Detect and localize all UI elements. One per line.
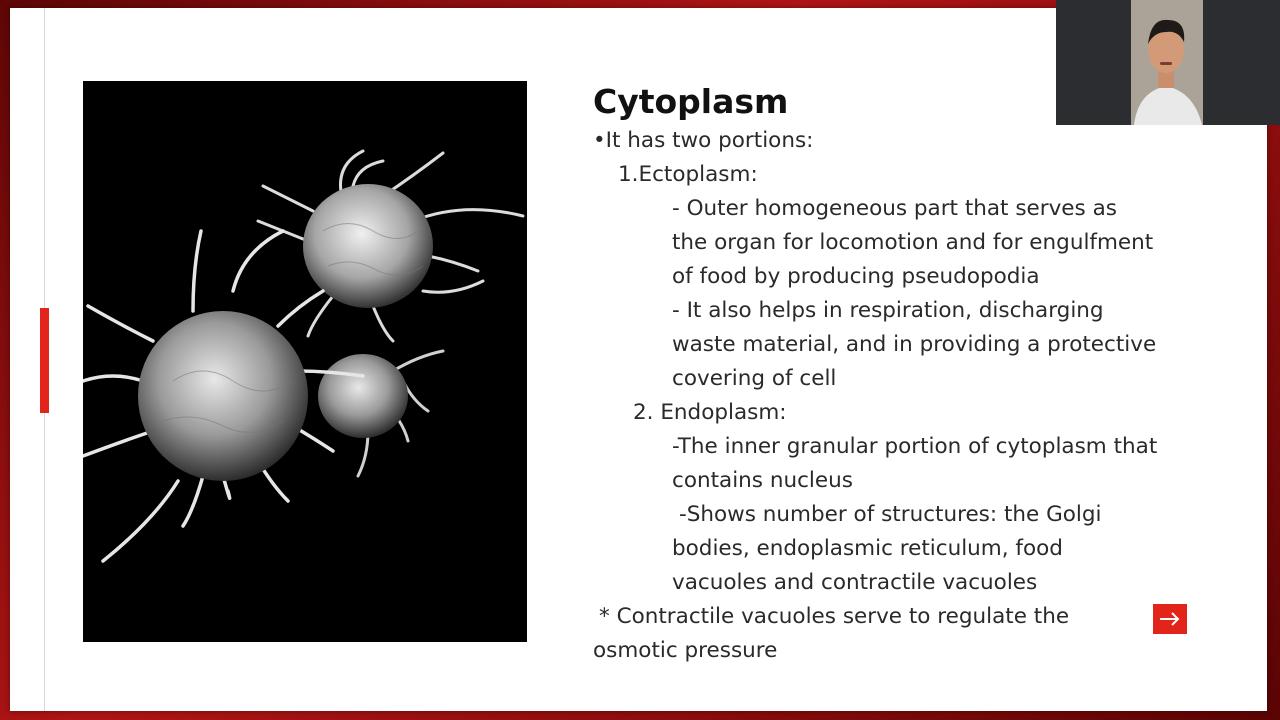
text-line: contains nucleus [672, 468, 853, 493]
text-line: - It also helps in respiration, discharging [672, 298, 1104, 323]
next-slide-button[interactable] [1153, 604, 1187, 634]
text-line: -Shows number of structures: the Golgi [679, 502, 1102, 527]
text-line: •It has two portions: [593, 128, 814, 153]
presenter-webcam [1056, 0, 1280, 125]
text-line: of food by producing pseudopodia [672, 264, 1040, 289]
arrow-right-icon [1159, 612, 1181, 626]
cell-micrograph-image [83, 81, 527, 642]
text-line: * Contractile vacuoles serve to regulate the [599, 604, 1070, 629]
text-line: 1.Ectoplasm: [618, 162, 758, 187]
text-line: bodies, endoplasmic reticulum, food [672, 536, 1063, 561]
text-line: -The inner granular portion of cytoplasm that [672, 434, 1158, 459]
text-line: covering of cell [672, 366, 837, 391]
text-line: - Outer homogeneous part that serves as [672, 196, 1117, 221]
text-line: osmotic pressure [593, 638, 778, 663]
text-line: vacuoles and contractile vacuoles [672, 570, 1038, 595]
text-line: 2. Endoplasm: [633, 400, 787, 425]
slide-title: Cytoplasm [593, 82, 789, 121]
slide-accent-bar [40, 308, 49, 413]
text-line: the organ for locomotion and for engulfment [672, 230, 1154, 255]
slide-content [593, 80, 1233, 668]
text-line: waste material, and in providing a protective [672, 332, 1157, 357]
